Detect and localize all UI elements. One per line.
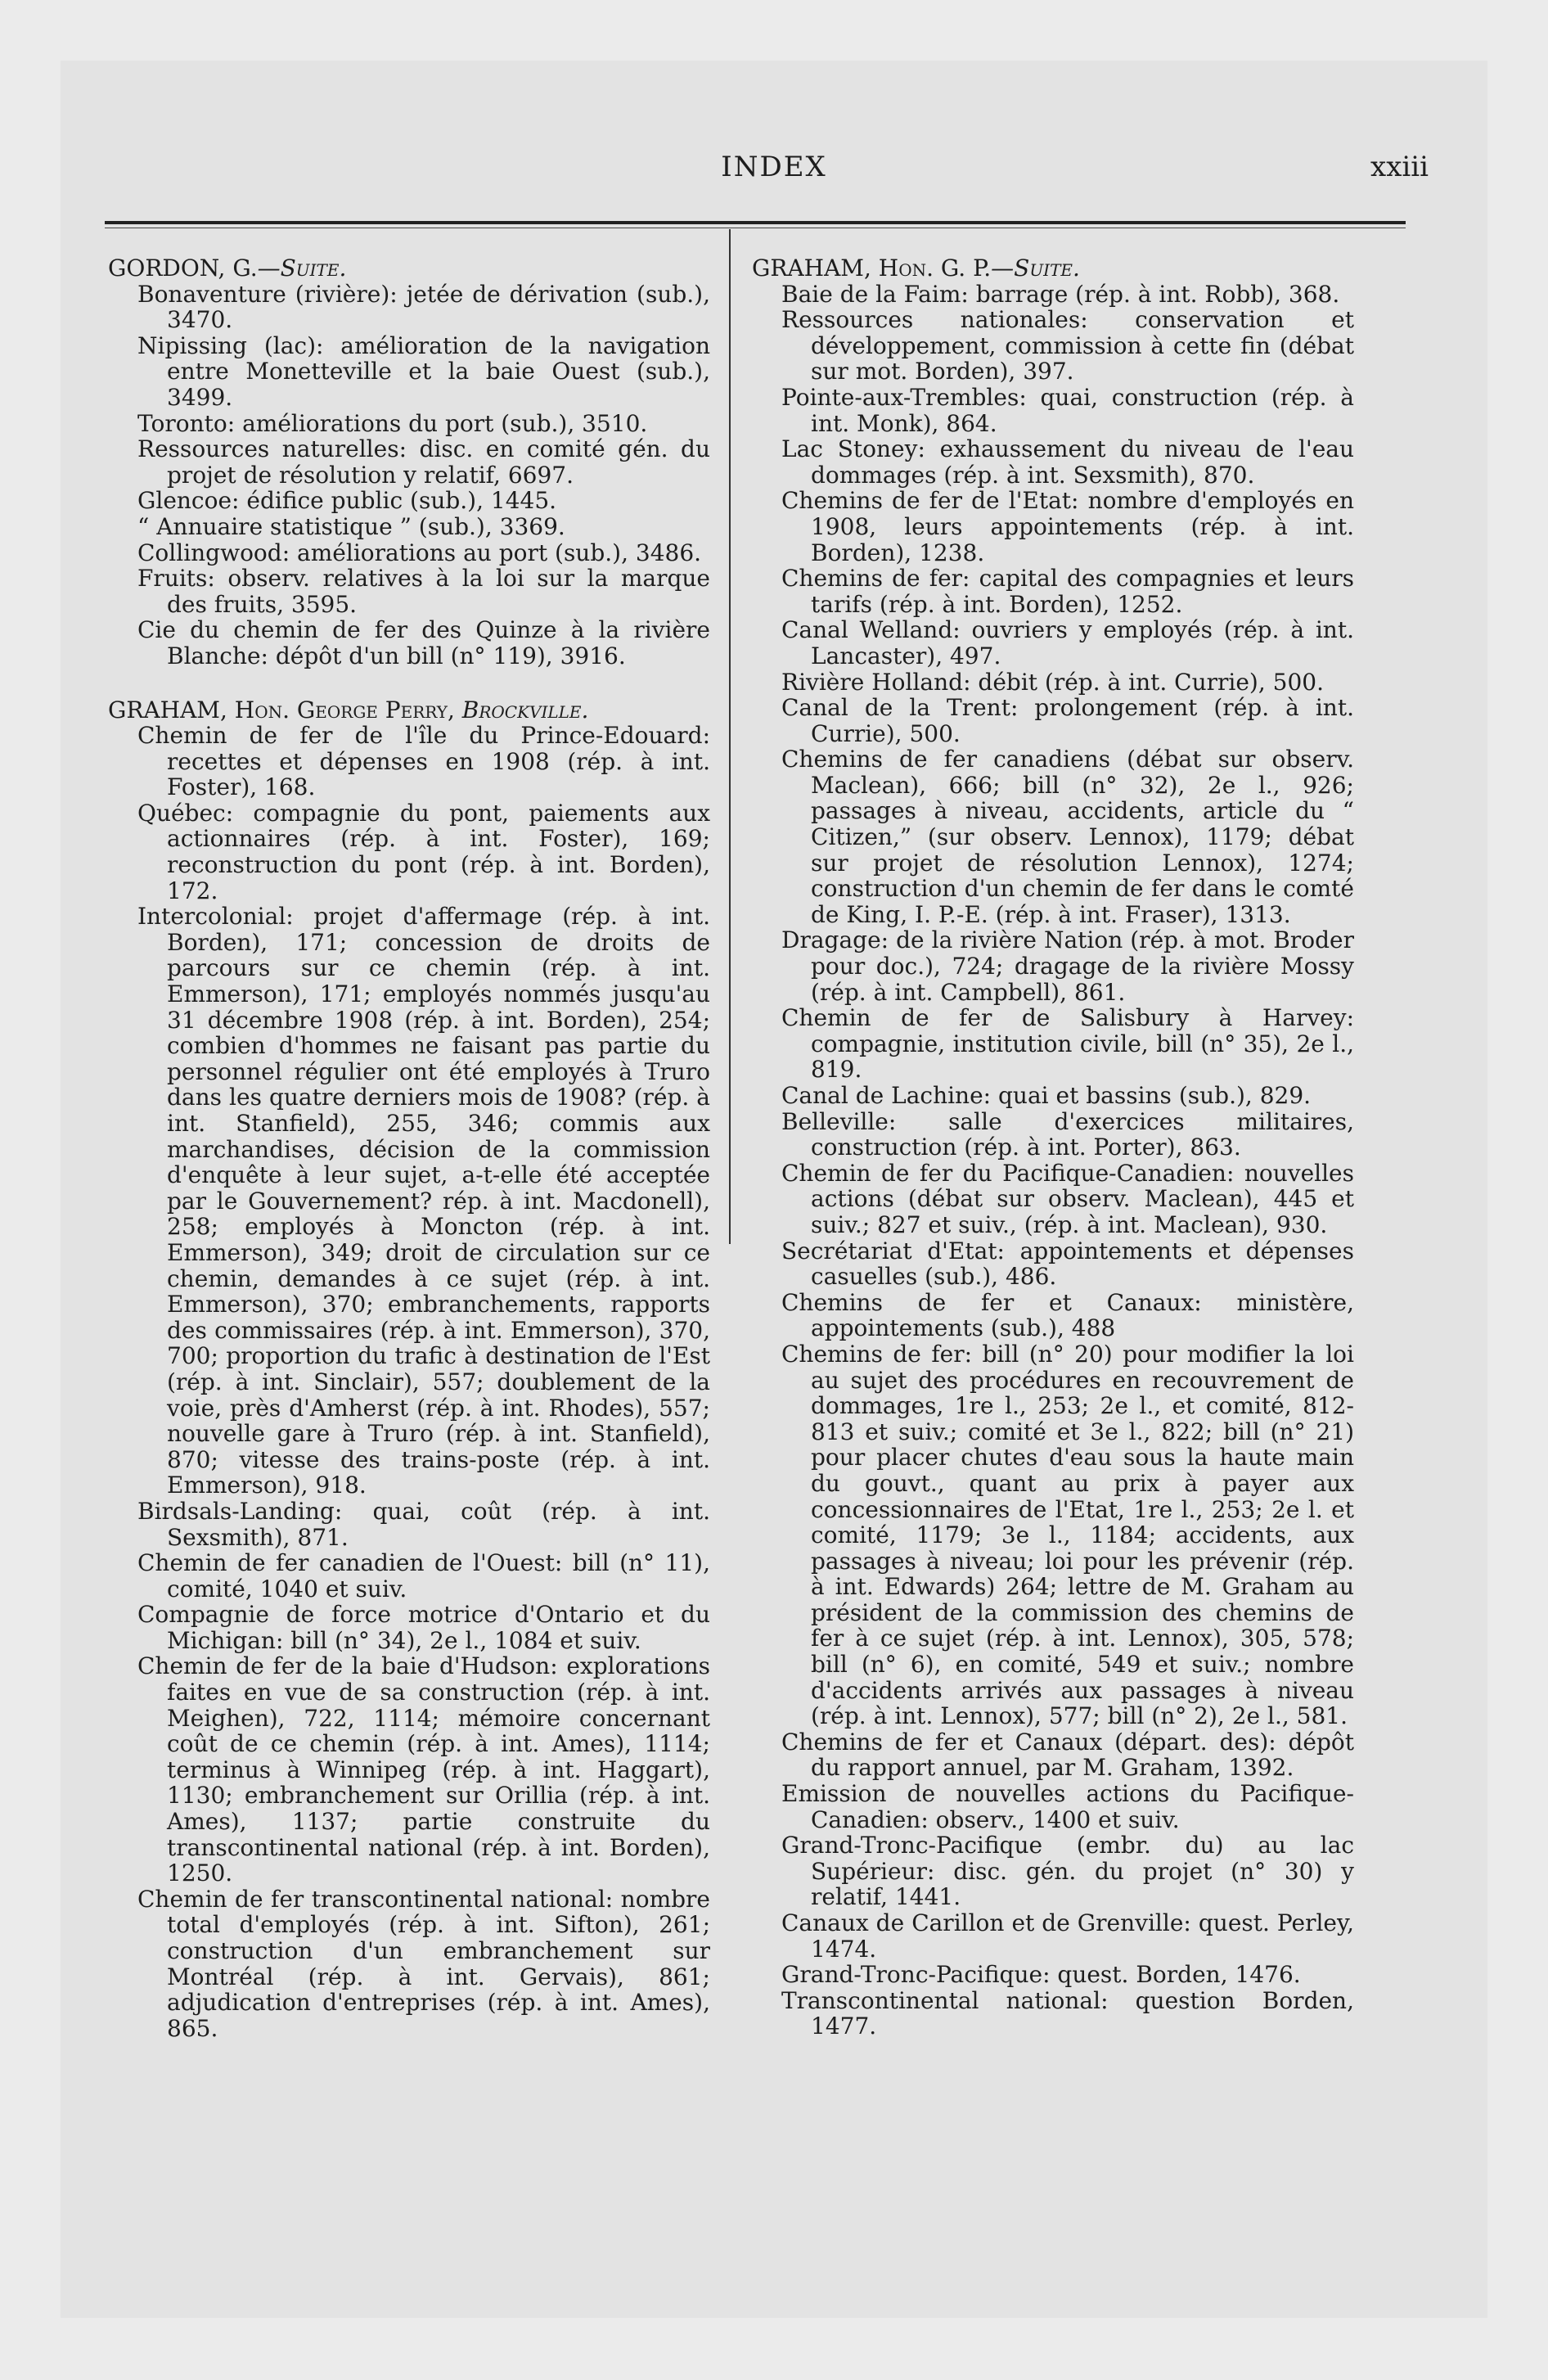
- heading-name: GRAHAM, Hon. G. P.: [752, 255, 992, 282]
- index-entry: Transcontinental national: question Borden, 1477.: [781, 1986, 1354, 2040]
- index-entry: Compagnie de force motrice d'Ontario et du Michigan: bill (n° 34), 2e l., 1084 et suiv.: [137, 1601, 710, 1654]
- index-entry: Secrétariat d'Etat: appointements et dépenses casuelles (sub.), 486.: [781, 1237, 1354, 1291]
- index-entry: Canaux de Carillon et de Grenville: quest. Perley, 1474.: [781, 1909, 1354, 1963]
- index-entry: Fruits: observ. relatives à la loi sur la marque des fruits, 3595.: [137, 565, 710, 618]
- left-column: [108, 255, 710, 2041]
- index-entry: Toronto: améliorations du port (sub.), 3510.: [137, 409, 648, 437]
- index-entry: Collingwood: améliorations au port (sub.), 3486.: [137, 539, 702, 566]
- header-rule-thick: [105, 221, 1406, 224]
- index-entry: “ Annuaire statistique ” (sub.), 3369.: [137, 512, 565, 540]
- index-entry: Chemins de fer et Canaux (départ. des): dépôt du rapport annuel, par M. Graham, 1392.: [781, 1728, 1354, 1782]
- right-column: [752, 255, 1354, 2040]
- index-entry: Pointe-aux-Trembles: quai, construction (rép. à int. Monk), 864.: [781, 383, 1354, 437]
- index-entry: Grand-Tronc-Pacifique (embr. du) au lac Supérieur: disc. gén. du projet (n° 30) y relatif, 1441.: [781, 1832, 1354, 1911]
- index-heading-graham: [108, 697, 710, 723]
- section-gap: [108, 669, 710, 697]
- column-divider: [729, 229, 731, 1244]
- index-entry: Nipissing (lac): amélioration de la navigation entre Monetteville et la baie Ouest (sub.), 3499.: [137, 331, 710, 411]
- index-entry: Baie de la Faim: barrage (rép. à int. Robb), 368.: [781, 280, 1340, 308]
- index-entry: Chemin de fer de l'île du Prince-Edouard: recettes et dépenses en 1908 (rép. à int. Foster), 168.: [137, 722, 710, 801]
- index-entry: Intercolonial: projet d'affermage (rép. à int. Borden), 171; concession de droits de parcours sur ce chemin (rép. à int. Emmerson), 171; employés nommés jusqu'au 31 décembre 1908 (rép. à int. Borden), 254; combien d'hommes ne faisant pas partie du personnel régulier ont été employés à Truro dans les quatre derniers mois de 1908? (rép. à int. Stanfield), 255, 346; commis aux marchandises, décision de la commission d'enquête à leur sujet, a-t-elle été acceptée par le Gouvernement? rép. à int. Macdonell), 258; employés à Moncton (rép. à int. Emmerson), 349; droit de circulation sur ce chemin, demandes à ce sujet (rép. à int. Emmerson), 370; embranchements, rapports des commissaires (rép. à int. Emmerson), 370, 700; proportion du trafic à destination de l'Est (rép. à int. Sinclair), 557; doublement de la voie, près d'Amherst (rép. à int. Rhodes), 557; nouvelle gare à Truro (rép. à int. Stanfield), 870; vitesse des trains-poste (rép. à int. Emmerson), 918.: [137, 903, 710, 1499]
- index-entry: Chemin de fer canadien de l'Ouest: bill (n° 11), comité, 1040 et suiv.: [137, 1549, 710, 1602]
- heading-name: GRAHAM, Hon. George Perry,: [108, 696, 462, 723]
- page-number: xxiii: [1370, 151, 1429, 183]
- index-entry: Chemins de fer: bill (n° 20) pour modifier la loi au sujet des procédures en recouvrement de dommages, 1re l., 253; 2e l., et comité, 812-813 et suiv.; comité et 3e l., 822; bill (n° 21) pour placer chutes d'eau sous la haute main du gouvt., quant au prix à payer aux concessionnaires de l'Etat, 1re l., 253; 2e l. et comité, 1179; 3e l., 1184; accidents, aux passages à niveau; loi pour les prévenir (rép. à int. Edwards) 264; lettre de M. Graham au président de la commission des chemins de fer à ce sujet (rép. à int. Lennox), 305, 578; bill (n° 6), en comité, 549 et suiv.; nombre d'accidents arrivés aux passages à niveau (rép. à int. Lennox), 577; bill (n° 2), 2e l., 581.: [781, 1340, 1354, 1730]
- index-entry: Québec: compagnie du pont, paiements aux actionnaires (rép. à int. Foster), 169; reconstruction du pont (rép. à int. Borden), 172.: [137, 799, 710, 904]
- index-entry: Ressources nationales: conservation et développement, commission à cette fin (débat sur mot. Borden), 397.: [781, 306, 1354, 385]
- index-entry: Grand-Tronc-Pacifique: quest. Borden, 1476.: [781, 1961, 1301, 1989]
- index-entry: Chemin de fer du Pacifique-Canadien: nouvelles actions (débat sur observ. Maclean), 445 et suiv.; 827 et suiv., (rép. à int. Maclean), 930.: [781, 1159, 1354, 1238]
- index-heading-graham-suite: [752, 255, 1354, 282]
- index-entry: Bonaventure (rivière): jetée de dérivation (sub.), 3470.: [137, 280, 710, 334]
- index-entry: Cie du chemin de fer des Quinze à la rivière Blanche: dépôt d'un bill (n° 119), 3916.: [137, 616, 710, 669]
- index-entry: Chemin de fer de Salisbury à Harvey: compagnie, institution civile, bill (n° 35), 2e l., 819.: [781, 1004, 1354, 1084]
- index-entry: Emission de nouvelles actions du Pacifique-Canadien: observ., 1400 et suiv.: [781, 1780, 1354, 1833]
- index-entry: Ressources naturelles: disc. en comité gén. du projet de résolution y relatif, 6697.: [137, 435, 710, 489]
- index-entry: Chemins de fer canadiens (débat sur observ. Maclean), 666; bill (n° 32), 2e l., 926; passages à niveau, accidents, article du “ Citizen,” (sur observ. Lennox), 1179; débat sur projet de résolution Lennox), 1274; construction d'un chemin de fer dans le comté de King, I. P.-E. (rép. à int. Fraser), 1313.: [781, 746, 1354, 928]
- index-entry: Canal de Lachine: quai et bassins (sub.), 829.: [781, 1082, 1312, 1109]
- heading-suite: —Suite.: [257, 255, 347, 282]
- index-entry: Belleville: salle d'exercices militaires, construction (rép. à int. Porter), 863.: [781, 1107, 1354, 1161]
- page-title: INDEX: [721, 151, 827, 183]
- index-entry: Lac Stoney: exhaussement du niveau de l'eau dommages (rép. à int. Sexsmith), 870.: [781, 435, 1354, 489]
- index-entry: Chemin de fer de la baie d'Hudson: explorations faites en vue de sa construction (rép. à int. Meighen), 722, 1114; mémoire concernant coût de ce chemin (rép. à int. Ames), 1114; terminus à Winnipeg (rép. à int. Haggart), 1130; embranchement sur Orillia (rép. à int. Ames), 1137; partie construite du transcontinental national (rép. à int. Borden), 1250.: [137, 1652, 710, 1887]
- index-entry: Glencoe: édifice public (sub.), 1445.: [137, 487, 557, 515]
- index-entry: Dragage: de la rivière Nation (rép. à mot. Broder pour doc.), 724; dragage de la rivière Mossy (rép. à int. Campbell), 861.: [781, 926, 1354, 1006]
- index-entry: Chemins de fer: capital des compagnies et leurs tarifs (rép. à int. Borden), 1252.: [781, 565, 1354, 618]
- index-entry: Chemins de fer et Canaux: ministère, appointements (sub.), 488: [781, 1288, 1354, 1342]
- scanned-page: [61, 61, 1487, 2318]
- heading-name: GORDON, G.: [108, 255, 258, 282]
- index-entry: Birdsals-Landing: quai, coût (rép. à int. Sexsmith), 871.: [137, 1497, 710, 1551]
- index-entry: Chemins de fer de l'Etat: nombre d'employés en 1908, leurs appointements (rép. à int. Borden), 1238.: [781, 487, 1354, 566]
- index-entry: Canal Welland: ouvriers y employés (rép. à int. Lancaster), 497.: [781, 616, 1354, 669]
- page-header: [61, 151, 1487, 200]
- index-entry: Rivière Holland: débit (rép. à int. Currie), 500.: [781, 668, 1324, 696]
- index-heading-gordon: [108, 255, 710, 282]
- heading-place: Brockville.: [461, 696, 589, 723]
- heading-suite: —Suite.: [991, 255, 1080, 282]
- index-entry: Chemin de fer transcontinental national: nombre total d'employés (rép. à int. Sifton), 261; construction d'un embranchement sur Montréal (rép. à int. Gervais), 861; adjudication d'entreprises (rép. à int. Ames), 865.: [137, 1885, 710, 2042]
- index-entry: Canal de la Trent: prolongement (rép. à int. Currie), 500.: [781, 694, 1354, 747]
